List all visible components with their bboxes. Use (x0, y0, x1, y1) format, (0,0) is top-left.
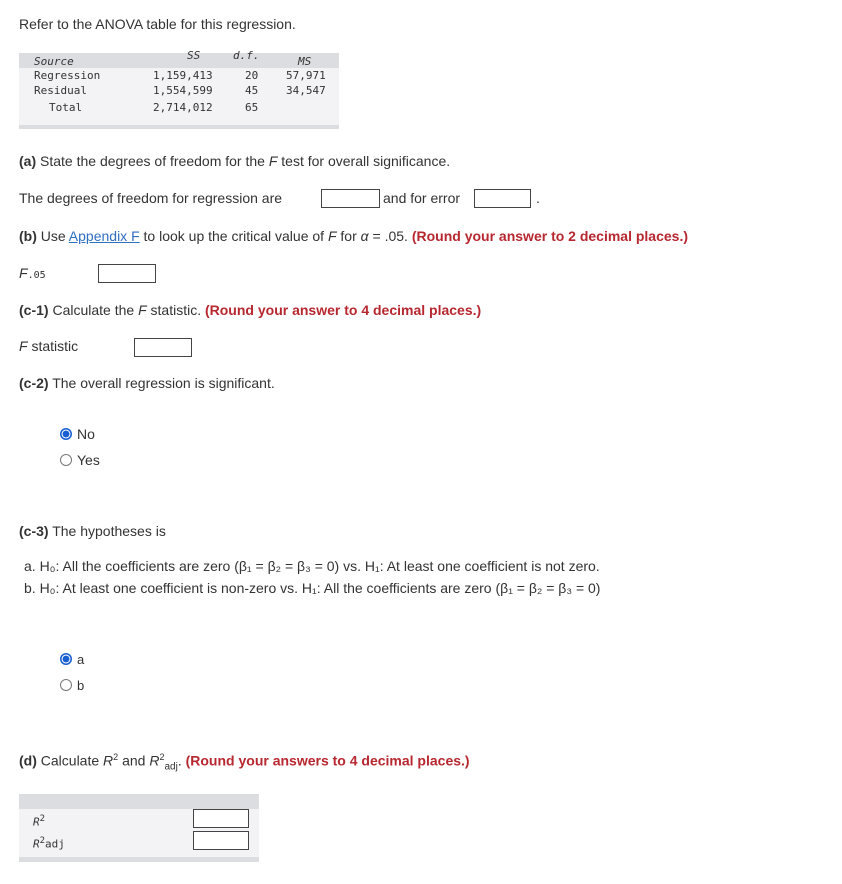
anova-row-source: Regression (34, 69, 101, 82)
hypothesis-b-text: b. H₀: At least one coefficient is non-zero vs. H₁: All the coefficients are zero (β₁ = β₂ = β₃ = 0) (24, 580, 601, 596)
f-statistic-label: F statistic (19, 338, 79, 354)
anova-row-source: Residual (34, 84, 87, 97)
f-critical-input[interactable] (98, 264, 156, 283)
f-critical-label: F.05 (19, 265, 46, 281)
anova-header-source: Source (34, 55, 74, 68)
anova-row-df: 45 (245, 84, 259, 97)
radio-no-label: No (77, 426, 95, 442)
anova-header-ms: MS (298, 55, 312, 68)
radio-yes-label: Yes (77, 452, 100, 468)
radio-b[interactable] (60, 679, 72, 691)
anova-row-df: 65 (245, 101, 259, 114)
radio-a-label: a (77, 652, 85, 667)
anova-header-df: d.f. (233, 49, 260, 62)
f-statistic-input[interactable] (134, 338, 192, 357)
part-c1-prompt: (c-1) Calculate the F statistic. (Round your answer to 4 decimal places.) (19, 302, 482, 318)
anova-row-ms: 57,971 (286, 69, 326, 82)
r2-footer-bar (19, 857, 259, 862)
r2-adj-label: $R^2adj$ (33, 836, 65, 851)
r2-adj-input[interactable] (193, 831, 249, 850)
r2-input[interactable] (193, 809, 249, 828)
anova-row-df: 20 (245, 69, 259, 82)
anova-footer-bar (19, 125, 339, 129)
anova-row-ss: 2,714,012 (153, 101, 213, 114)
appendix-f-link[interactable]: Appendix F (68, 228, 140, 244)
part-a-prompt: (a) State the degrees of freedom for the F test for overall significance. (19, 153, 451, 169)
part-b-prompt: (b) Use Appendix F to look up the critical value of F for α = .05. (Round your answer to 2 decimal places.) (19, 228, 689, 244)
anova-header-ss: SS (187, 49, 201, 62)
r2-label: $R^2$ (33, 814, 46, 829)
anova-row-source: Total (49, 101, 83, 114)
r2-header-bar (19, 794, 259, 809)
radio-no[interactable] (60, 428, 72, 440)
radio-yes[interactable] (60, 454, 72, 466)
part-c3-prompt: (c-3) The hypotheses is (19, 523, 166, 539)
anova-row-ss: 1,159,413 (153, 69, 213, 82)
anova-row-ms: 34,547 (286, 84, 326, 97)
part-d-prompt: (d) Calculate $R^2$ and $R^2_{adj}$. (Round your answers to 4 decimal places.) (19, 752, 470, 773)
part-a-period: . (536, 190, 540, 206)
anova-row-ss: 1,554,599 (153, 84, 213, 97)
radio-b-label: b (77, 678, 85, 693)
part-c2-prompt: (c-2) The overall regression is significant. (19, 375, 275, 391)
radio-a[interactable] (60, 653, 72, 665)
hypothesis-a-text: a. H₀: All the coefficients are zero (β₁ = β₂ = β₃ = 0) vs. H₁: At least one coefficient is not zero. (24, 558, 600, 574)
df-regression-input[interactable] (321, 189, 380, 208)
part-a-sentence-1: The degrees of freedom for regression are (19, 190, 283, 206)
df-error-input[interactable] (474, 189, 531, 208)
intro-text: Refer to the ANOVA table for this regression. (19, 16, 296, 32)
part-a-sentence-2: and for error (383, 190, 461, 206)
